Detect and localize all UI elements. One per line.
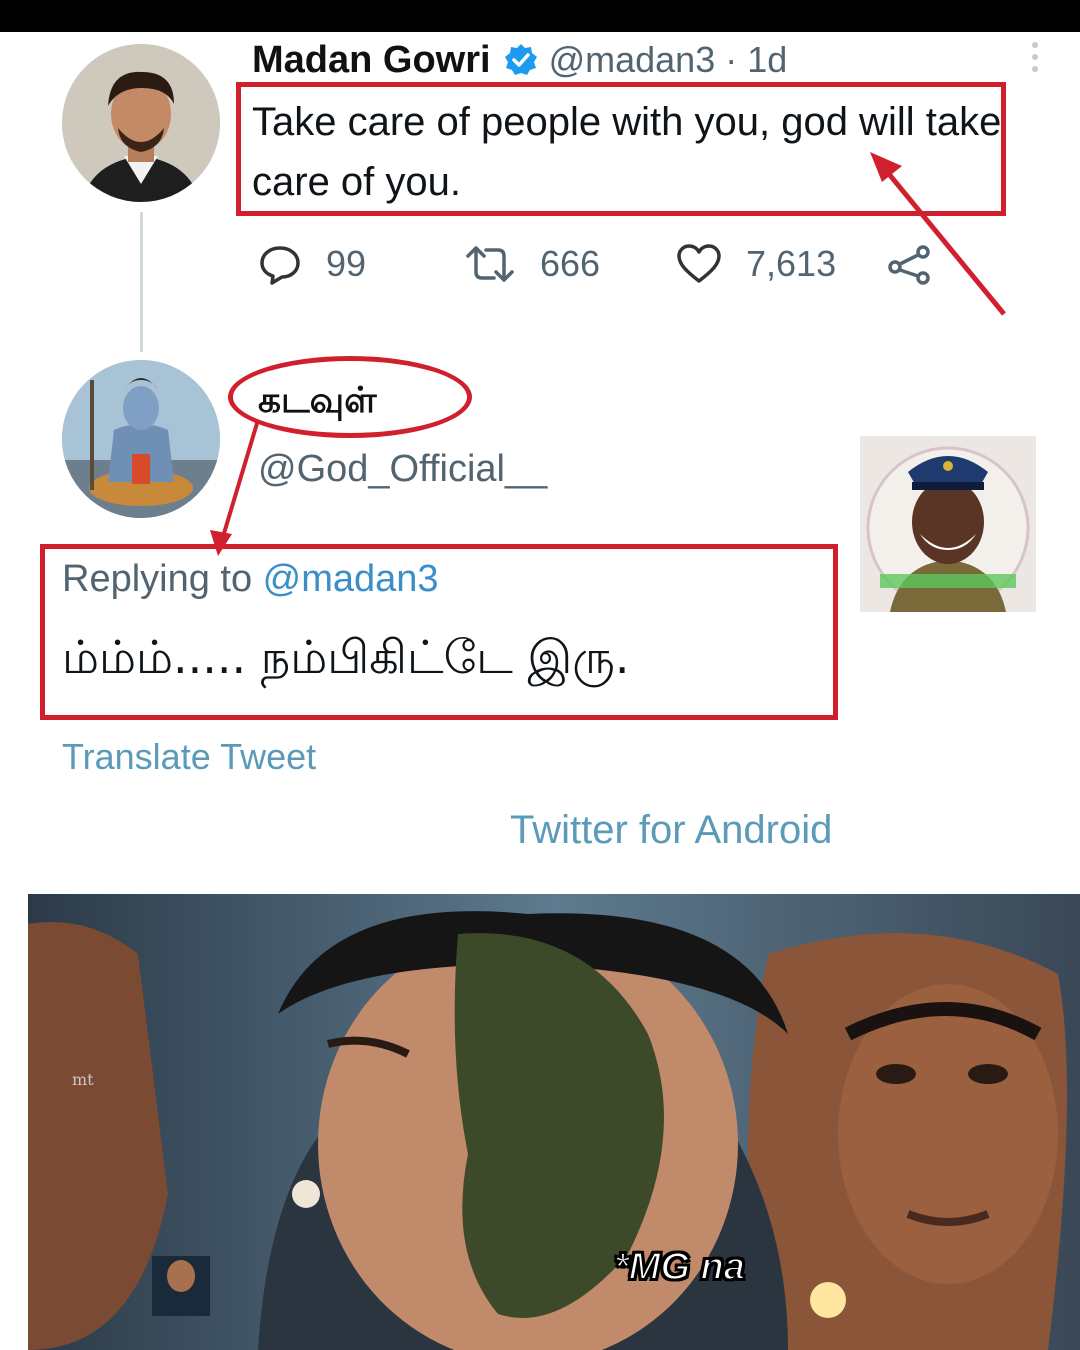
like-count: 7,613: [746, 243, 837, 284]
reply-count: 99: [326, 243, 367, 284]
replying-label: Replying to: [62, 558, 263, 600]
author-handle-time[interactable]: @madan3 · 1d: [548, 39, 788, 80]
reply-author-name[interactable]: கடவுள்: [258, 380, 377, 421]
author-name[interactable]: Madan Gowri: [252, 38, 491, 81]
translate-tweet-link[interactable]: Translate Tweet: [62, 736, 317, 777]
meme-watermark: mt: [72, 1070, 94, 1089]
retweet-count: 666: [540, 243, 601, 284]
reply-text: ம்ம்ம்..... நம்பிகிட்டே இரு.: [62, 630, 630, 684]
reply-author-handle[interactable]: @God_Official__: [258, 448, 548, 490]
tweet-text: Take care of people with you, god will take care of you.: [252, 100, 1002, 204]
replying-mention-link[interactable]: @madan3: [262, 558, 439, 600]
tweet-source-label[interactable]: Twitter for Android: [510, 808, 833, 852]
meme-caption: *MG na: [614, 1246, 745, 1288]
meme-image: [28, 894, 1080, 1350]
